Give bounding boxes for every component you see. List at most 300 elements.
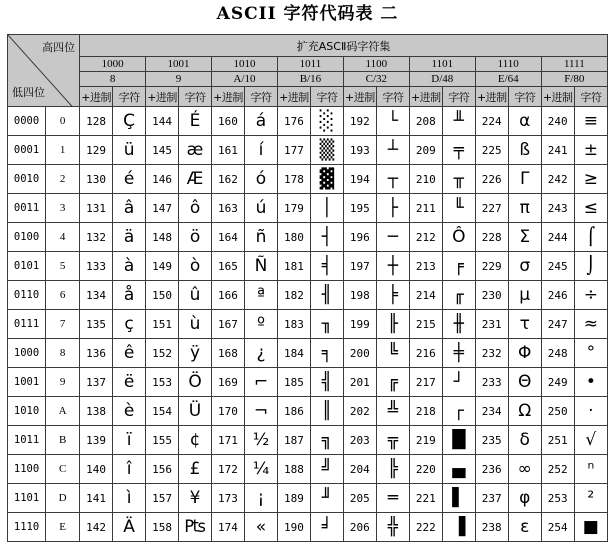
character-glyph: ⌐ <box>244 368 277 397</box>
decimal-code: 165 <box>212 252 245 281</box>
character-glyph: φ <box>508 484 541 513</box>
decimal-code: 226 <box>475 165 508 194</box>
character-glyph: ▌ <box>442 484 475 513</box>
column-hex-header: F/80 <box>541 72 607 87</box>
decimal-code: 253 <box>541 484 574 513</box>
character-glyph: ╞ <box>376 281 409 310</box>
decimal-code: 227 <box>475 194 508 223</box>
decimal-code: 189 <box>277 484 310 513</box>
decimal-code: 156 <box>146 455 179 484</box>
character-glyph: ÿ <box>179 339 212 368</box>
table-row <box>8 136 608 165</box>
character-glyph: ╕ <box>310 339 343 368</box>
decimal-code: 182 <box>277 281 310 310</box>
table-row <box>8 223 608 252</box>
char-column-label: 字符 <box>376 87 409 107</box>
table-row <box>8 426 608 455</box>
decimal-code: 251 <box>541 426 574 455</box>
character-glyph: â <box>113 194 146 223</box>
low-nibble-hex: 7 <box>46 310 80 339</box>
character-glyph: ▒ <box>310 136 343 165</box>
character-glyph: Θ <box>508 368 541 397</box>
decimal-code: 215 <box>409 310 442 339</box>
character-glyph: Æ <box>179 165 212 194</box>
character-glyph: ╓ <box>442 281 475 310</box>
decimal-code: 235 <box>475 426 508 455</box>
character-glyph: ≤ <box>574 194 607 223</box>
decimal-code: 254 <box>541 513 574 542</box>
decimal-code: 145 <box>146 136 179 165</box>
character-glyph: Γ <box>508 165 541 194</box>
character-glyph: ¿ <box>244 339 277 368</box>
character-glyph: ╛ <box>310 513 343 542</box>
decimal-code: 144 <box>146 107 179 136</box>
char-column-label: 字符 <box>179 87 212 107</box>
character-glyph: ╜ <box>310 484 343 513</box>
character-glyph: Ö <box>179 368 212 397</box>
decimal-code: 190 <box>277 513 310 542</box>
table-row <box>8 484 608 513</box>
decimal-code: 174 <box>212 513 245 542</box>
decimal-code: 244 <box>541 223 574 252</box>
decimal-code: 209 <box>409 136 442 165</box>
character-glyph: é <box>113 165 146 194</box>
character-glyph: • <box>574 368 607 397</box>
decimal-code: 133 <box>80 252 113 281</box>
decimal-code: 212 <box>409 223 442 252</box>
decimal-code: 202 <box>343 397 376 426</box>
decimal-code: 172 <box>212 455 245 484</box>
low-nibble-binary: 0010 <box>8 165 46 194</box>
character-glyph: ε <box>508 513 541 542</box>
decimal-code: 185 <box>277 368 310 397</box>
decimal-code: 152 <box>146 339 179 368</box>
character-glyph: ñ <box>244 223 277 252</box>
character-glyph: ª <box>244 281 277 310</box>
character-glyph: ÷ <box>574 281 607 310</box>
character-glyph: ö <box>179 223 212 252</box>
column-binary-header: 1111 <box>541 57 607 72</box>
decimal-code: 224 <box>475 107 508 136</box>
character-glyph: · <box>574 397 607 426</box>
character-glyph: ┼ <box>376 252 409 281</box>
decimal-code: 216 <box>409 339 442 368</box>
decimal-code: 131 <box>80 194 113 223</box>
decimal-code: 240 <box>541 107 574 136</box>
column-hex-header: 8 <box>80 72 146 87</box>
character-glyph: ç <box>113 310 146 339</box>
character-glyph: ¡ <box>244 484 277 513</box>
low-nibble-binary: 1101 <box>8 484 46 513</box>
decimal-code: 236 <box>475 455 508 484</box>
decimal-code: 176 <box>277 107 310 136</box>
decimal-code: 217 <box>409 368 442 397</box>
decimal-code: 141 <box>80 484 113 513</box>
decimal-code: 249 <box>541 368 574 397</box>
decimal-code: 157 <box>146 484 179 513</box>
low-nibble-hex: 6 <box>46 281 80 310</box>
decimal-code: 200 <box>343 339 376 368</box>
decimal-code: 210 <box>409 165 442 194</box>
decimal-code: 195 <box>343 194 376 223</box>
decimal-code: 130 <box>80 165 113 194</box>
decimal-code: 180 <box>277 223 310 252</box>
character-glyph: ░ <box>310 107 343 136</box>
character-glyph: ═ <box>376 484 409 513</box>
decimal-code: 218 <box>409 397 442 426</box>
column-binary-header: 1010 <box>212 57 278 72</box>
decimal-code: 201 <box>343 368 376 397</box>
column-binary-header: 1101 <box>409 57 475 72</box>
decimal-code: 211 <box>409 194 442 223</box>
low-nibble-hex: B <box>46 426 80 455</box>
decimal-code: 162 <box>212 165 245 194</box>
low-nibble-hex: 5 <box>46 252 80 281</box>
character-glyph: £ <box>179 455 212 484</box>
column-binary-header: 1110 <box>475 57 541 72</box>
decimal-code: 151 <box>146 310 179 339</box>
character-glyph: ë <box>113 368 146 397</box>
table-row <box>8 194 608 223</box>
char-column-label: 字符 <box>574 87 607 107</box>
character-glyph: û <box>179 281 212 310</box>
character-glyph: Ω <box>508 397 541 426</box>
character-glyph: ╔ <box>376 368 409 397</box>
character-glyph: └ <box>376 107 409 136</box>
column-hex-header: E/64 <box>475 72 541 87</box>
decimal-column-label: +进制 <box>343 87 376 107</box>
char-column-label: 字符 <box>113 87 146 107</box>
decimal-code: 158 <box>146 513 179 542</box>
character-glyph: è <box>113 397 146 426</box>
decimal-code: 138 <box>80 397 113 426</box>
character-glyph: ╫ <box>442 310 475 339</box>
low-nibble-binary: 0111 <box>8 310 46 339</box>
decimal-column-label: +进制 <box>212 87 245 107</box>
low-nibble-hex: D <box>46 484 80 513</box>
table-row <box>8 455 608 484</box>
character-glyph: √ <box>574 426 607 455</box>
high-nibble-label: 高四位 <box>42 41 76 54</box>
character-glyph: ║ <box>310 397 343 426</box>
character-glyph: ⌡ <box>574 252 607 281</box>
decimal-code: 170 <box>212 397 245 426</box>
decimal-code: 219 <box>409 426 442 455</box>
low-nibble-label: 低四位 <box>12 86 45 99</box>
character-glyph: ├ <box>376 194 409 223</box>
character-glyph: µ <box>508 281 541 310</box>
decimal-code: 229 <box>475 252 508 281</box>
decimal-code: 181 <box>277 252 310 281</box>
low-nibble-binary: 0000 <box>8 107 46 136</box>
corner-header <box>8 35 80 107</box>
character-glyph: ┌ <box>442 397 475 426</box>
low-nibble-binary: 0110 <box>8 281 46 310</box>
decimal-code: 246 <box>541 281 574 310</box>
decimal-code: 187 <box>277 426 310 455</box>
low-nibble-binary: 1010 <box>8 397 46 426</box>
low-nibble-hex: 4 <box>46 223 80 252</box>
character-glyph: ü <box>113 136 146 165</box>
character-glyph: ╬ <box>376 513 409 542</box>
decimal-column-label: +进制 <box>409 87 442 107</box>
decimal-code: 154 <box>146 397 179 426</box>
low-nibble-hex: C <box>46 455 80 484</box>
decimal-code: 232 <box>475 339 508 368</box>
decimal-code: 155 <box>146 426 179 455</box>
character-glyph: █ <box>442 426 475 455</box>
character-glyph: ≈ <box>574 310 607 339</box>
low-nibble-hex: 3 <box>46 194 80 223</box>
decimal-code: 221 <box>409 484 442 513</box>
character-glyph: Ä <box>113 513 146 542</box>
decimal-code: 228 <box>475 223 508 252</box>
decimal-code: 184 <box>277 339 310 368</box>
table-row <box>8 252 608 281</box>
decimal-code: 168 <box>212 339 245 368</box>
column-binary-header: 1001 <box>146 57 212 72</box>
character-glyph: Ç <box>113 107 146 136</box>
character-glyph: ╢ <box>310 281 343 310</box>
character-glyph: ≥ <box>574 165 607 194</box>
character-glyph: Φ <box>508 339 541 368</box>
character-glyph: ¼ <box>244 455 277 484</box>
column-binary-header: 1011 <box>277 57 343 72</box>
decimal-code: 171 <box>212 426 245 455</box>
character-glyph: Ü <box>179 397 212 426</box>
decimal-code: 213 <box>409 252 442 281</box>
decimal-column-label: +进制 <box>475 87 508 107</box>
character-glyph: ó <box>244 165 277 194</box>
decimal-code: 166 <box>212 281 245 310</box>
low-nibble-hex: E <box>46 513 80 542</box>
character-glyph: ┴ <box>376 136 409 165</box>
low-nibble-binary: 1000 <box>8 339 46 368</box>
char-column-label: 字符 <box>508 87 541 107</box>
character-glyph: ° <box>574 339 607 368</box>
decimal-code: 194 <box>343 165 376 194</box>
decimal-code: 203 <box>343 426 376 455</box>
decimal-code: 206 <box>343 513 376 542</box>
decimal-code: 230 <box>475 281 508 310</box>
character-glyph: ò <box>179 252 212 281</box>
character-glyph: α <box>508 107 541 136</box>
decimal-code: 177 <box>277 136 310 165</box>
decimal-code: 150 <box>146 281 179 310</box>
character-glyph: ╣ <box>310 368 343 397</box>
decimal-code: 160 <box>212 107 245 136</box>
character-glyph: ╦ <box>376 426 409 455</box>
decimal-code: 148 <box>146 223 179 252</box>
character-glyph: ê <box>113 339 146 368</box>
decimal-code: 198 <box>343 281 376 310</box>
decimal-code: 135 <box>80 310 113 339</box>
character-glyph: Σ <box>508 223 541 252</box>
character-glyph: ½ <box>244 426 277 455</box>
decimal-code: 199 <box>343 310 376 339</box>
decimal-code: 234 <box>475 397 508 426</box>
character-glyph: « <box>244 513 277 542</box>
character-glyph: ⌠ <box>574 223 607 252</box>
decimal-code: 247 <box>541 310 574 339</box>
low-nibble-binary: 0001 <box>8 136 46 165</box>
decimal-code: 204 <box>343 455 376 484</box>
low-nibble-binary: 0100 <box>8 223 46 252</box>
decimal-code: 136 <box>80 339 113 368</box>
character-glyph: σ <box>508 252 541 281</box>
character-glyph: ╚ <box>376 339 409 368</box>
decimal-code: 178 <box>277 165 310 194</box>
decimal-code: 183 <box>277 310 310 339</box>
decimal-column-label: +进制 <box>80 87 113 107</box>
low-nibble-hex: A <box>46 397 80 426</box>
character-glyph: ╤ <box>442 136 475 165</box>
character-glyph: ì <box>113 484 146 513</box>
decimal-code: 129 <box>80 136 113 165</box>
decimal-column-label: +进制 <box>146 87 179 107</box>
column-hex-header: D/48 <box>409 72 475 87</box>
character-glyph: á <box>244 107 277 136</box>
table-row <box>8 165 608 194</box>
character-glyph: ¬ <box>244 397 277 426</box>
decimal-code: 163 <box>212 194 245 223</box>
character-glyph: ± <box>574 136 607 165</box>
decimal-code: 164 <box>212 223 245 252</box>
decimal-code: 214 <box>409 281 442 310</box>
decimal-code: 208 <box>409 107 442 136</box>
character-glyph: ▓ <box>310 165 343 194</box>
decimal-code: 153 <box>146 368 179 397</box>
character-glyph: ú <box>244 194 277 223</box>
low-nibble-binary: 1011 <box>8 426 46 455</box>
table-row <box>8 107 608 136</box>
decimal-code: 220 <box>409 455 442 484</box>
char-column-label: 字符 <box>442 87 475 107</box>
decimal-code: 205 <box>343 484 376 513</box>
decimal-code: 238 <box>475 513 508 542</box>
table-row <box>8 310 608 339</box>
low-nibble-hex: 8 <box>46 339 80 368</box>
character-glyph: ù <box>179 310 212 339</box>
character-glyph: Ô <box>442 223 475 252</box>
table-row <box>8 281 608 310</box>
character-glyph: ╝ <box>310 455 343 484</box>
character-glyph: ┤ <box>310 223 343 252</box>
character-glyph: ╡ <box>310 252 343 281</box>
decimal-code: 233 <box>475 368 508 397</box>
decimal-column-label: +进制 <box>541 87 574 107</box>
character-glyph: │ <box>310 194 343 223</box>
decimal-code: 188 <box>277 455 310 484</box>
character-glyph: ╨ <box>442 107 475 136</box>
table-row <box>8 513 608 542</box>
decimal-code: 245 <box>541 252 574 281</box>
character-glyph: π <box>508 194 541 223</box>
character-glyph: ┬ <box>376 165 409 194</box>
character-glyph: ╪ <box>442 339 475 368</box>
column-hex-header: C/32 <box>343 72 409 87</box>
decimal-code: 167 <box>212 310 245 339</box>
character-glyph: ∞ <box>508 455 541 484</box>
character-glyph: í <box>244 136 277 165</box>
decimal-code: 173 <box>212 484 245 513</box>
decimal-code: 142 <box>80 513 113 542</box>
character-glyph: ¥ <box>179 484 212 513</box>
low-nibble-binary: 1110 <box>8 513 46 542</box>
decimal-code: 197 <box>343 252 376 281</box>
column-binary-header: 1100 <box>343 57 409 72</box>
character-glyph: ─ <box>376 223 409 252</box>
character-glyph: ¢ <box>179 426 212 455</box>
decimal-code: 248 <box>541 339 574 368</box>
decimal-code: 250 <box>541 397 574 426</box>
character-glyph: å <box>113 281 146 310</box>
character-glyph: ■ <box>574 513 607 542</box>
character-glyph: ² <box>574 484 607 513</box>
character-glyph: ß <box>508 136 541 165</box>
character-glyph: ╥ <box>442 165 475 194</box>
character-glyph: ╠ <box>376 455 409 484</box>
table-row <box>8 397 608 426</box>
decimal-code: 147 <box>146 194 179 223</box>
column-hex-header: B/16 <box>277 72 343 87</box>
decimal-code: 128 <box>80 107 113 136</box>
table-row <box>8 339 608 368</box>
decimal-code: 237 <box>475 484 508 513</box>
character-glyph: ╙ <box>442 194 475 223</box>
character-glyph: ╩ <box>376 397 409 426</box>
low-nibble-hex: 2 <box>46 165 80 194</box>
decimal-code: 241 <box>541 136 574 165</box>
character-glyph: à <box>113 252 146 281</box>
character-glyph: ï <box>113 426 146 455</box>
page-title: ASCII 字符代码表 二 <box>216 4 399 24</box>
character-glyph: ô <box>179 194 212 223</box>
character-glyph: Ñ <box>244 252 277 281</box>
column-hex-header: A/10 <box>212 72 278 87</box>
decimal-code: 140 <box>80 455 113 484</box>
character-glyph: ä <box>113 223 146 252</box>
character-glyph: ⁿ <box>574 455 607 484</box>
decimal-code: 252 <box>541 455 574 484</box>
extended-ascii-header: 扩充ASCⅡ码字符集 <box>80 35 608 57</box>
low-nibble-binary: 0011 <box>8 194 46 223</box>
decimal-code: 225 <box>475 136 508 165</box>
decimal-code: 179 <box>277 194 310 223</box>
low-nibble-binary: 0101 <box>8 252 46 281</box>
decimal-code: 193 <box>343 136 376 165</box>
char-column-label: 字符 <box>244 87 277 107</box>
character-glyph: ╖ <box>310 310 343 339</box>
decimal-code: 243 <box>541 194 574 223</box>
character-glyph: ╗ <box>310 426 343 455</box>
character-glyph: É <box>179 107 212 136</box>
decimal-code: 146 <box>146 165 179 194</box>
low-nibble-hex: 0 <box>46 107 80 136</box>
column-hex-header: 9 <box>146 72 212 87</box>
decimal-code: 231 <box>475 310 508 339</box>
character-glyph: ┘ <box>442 368 475 397</box>
column-binary-header: 1000 <box>80 57 146 72</box>
character-glyph: τ <box>508 310 541 339</box>
decimal-code: 242 <box>541 165 574 194</box>
table-row <box>8 368 608 397</box>
low-nibble-hex: 1 <box>46 136 80 165</box>
character-glyph: ╟ <box>376 310 409 339</box>
character-glyph: æ <box>179 136 212 165</box>
low-nibble-binary: 1001 <box>8 368 46 397</box>
character-glyph: ≡ <box>574 107 607 136</box>
